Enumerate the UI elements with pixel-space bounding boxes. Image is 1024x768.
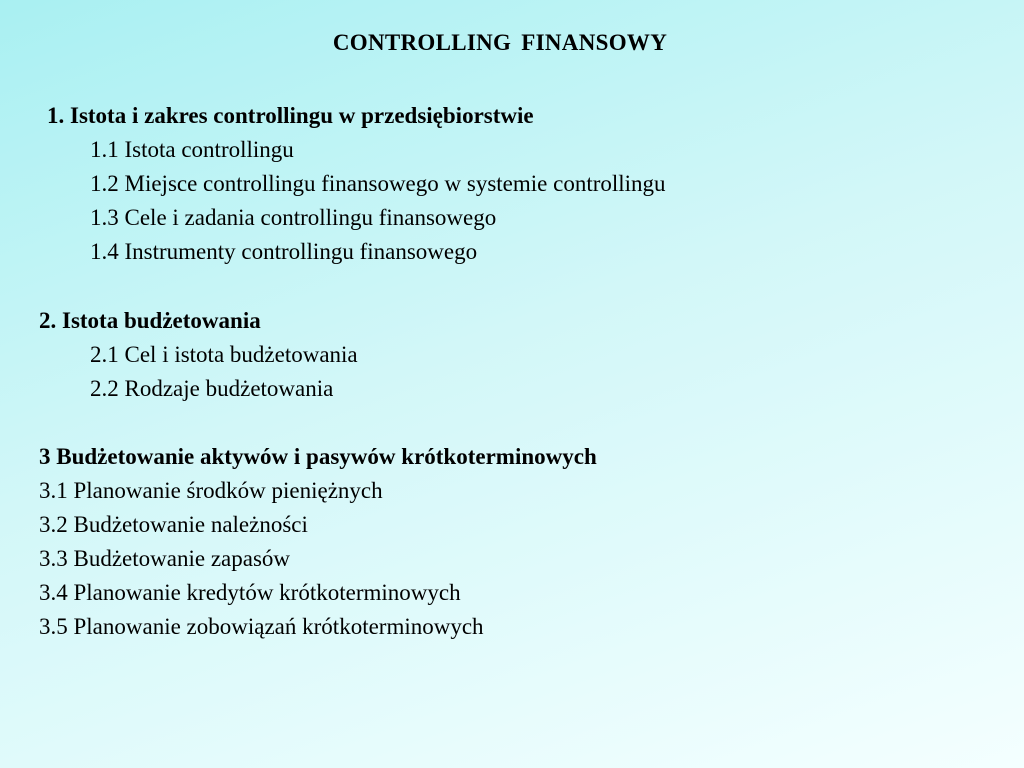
section-2-heading: 2. Istota budżetowania (39, 308, 261, 333)
section-3-item-1: 3.1 Planowanie środków pieniężnych (39, 478, 383, 503)
section-1-item-3: 1.3 Cele i zadania controllingu finansowego (90, 205, 497, 230)
slide-title: CONTROLLING FINANSOWY (332, 30, 668, 55)
section-1-heading: 1. Istota i zakres controllingu w przedsiębiorstwie (47, 103, 534, 128)
section-3-item-3: 3.3 Budżetowanie zapasów (39, 546, 291, 571)
section-1-item-4: 1.4 Instrumenty controllingu finansowego (90, 239, 478, 264)
section-1-item-2: 1.2 Miejsce controllingu finansowego w systemie controllingu (90, 171, 666, 196)
section-1-item-1: 1.1 Istota controllingu (90, 137, 294, 162)
section-3-heading: 3 Budżetowanie aktywów i pasywów krótkoterminowych (39, 444, 597, 469)
section-3-item-4: 3.4 Planowanie kredytów krótkoterminowych (39, 580, 461, 605)
section-3-item-2: 3.2 Budżetowanie należności (39, 512, 308, 537)
section-2-item-1: 2.1 Cel i istota budżetowania (90, 342, 358, 367)
section-3-item-5: 3.5 Planowanie zobowiązań krótkoterminowych (39, 614, 484, 639)
section-2-item-2: 2.2 Rodzaje budżetowania (90, 376, 334, 401)
